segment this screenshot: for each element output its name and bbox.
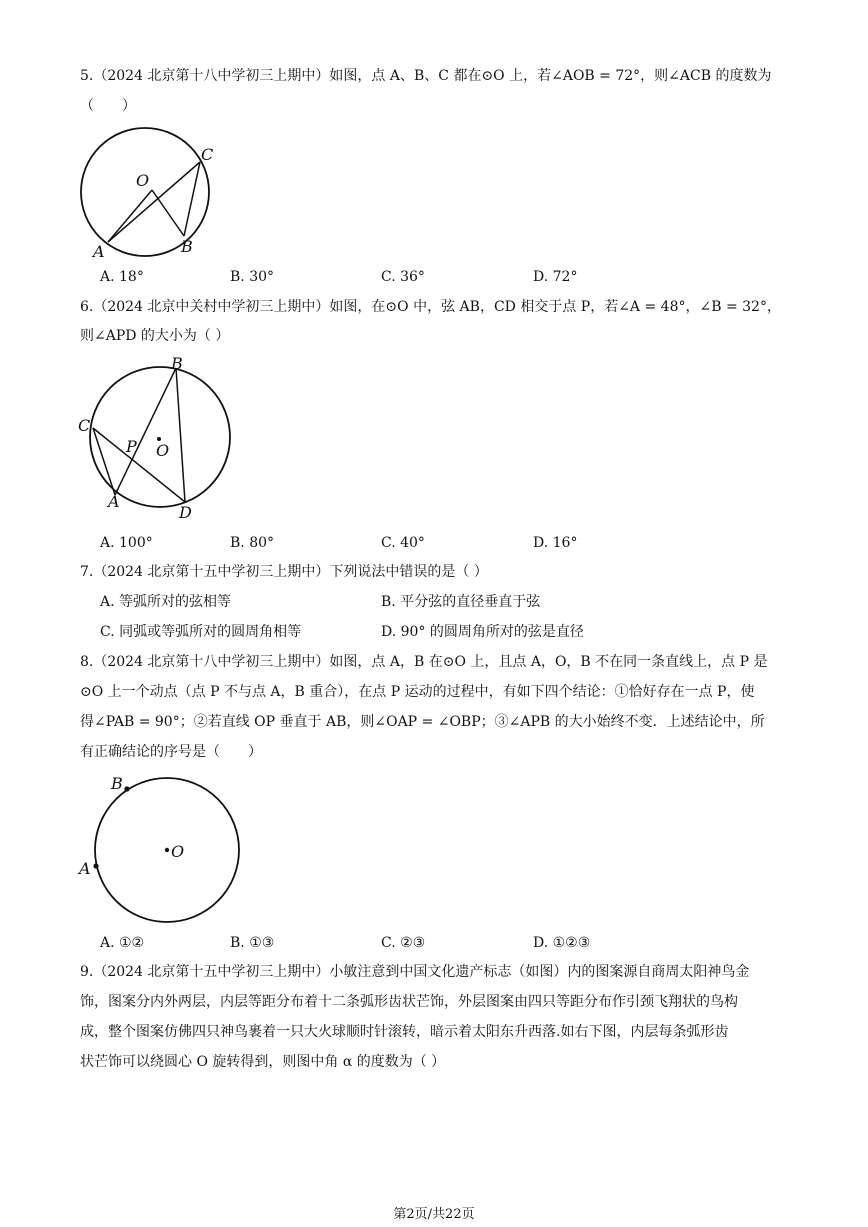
q6-option-c: C. 40° — [381, 535, 425, 551]
q6-chord-ca — [93, 428, 115, 495]
q5-option-d: D. 72° — [533, 269, 578, 285]
q6-label-b: B — [171, 354, 183, 373]
q9-stem-line3: 成，整个图案仿佛四只神鸟裹着一只大火球顺时针滚转，暗示着太阳东升西落.如右下图，内层每条弧形齿 — [80, 1024, 729, 1040]
q8-label-a: A — [79, 859, 91, 878]
q5-option-b: B. 30° — [230, 269, 275, 285]
q6-stem-line2: 则∠APD 的大小为（ ） — [80, 328, 230, 344]
q8-point-a — [93, 863, 98, 868]
q5-stem-line2: （ ） — [80, 98, 136, 114]
q6-stem-line1: 6.（2024 北京中关村中学初三上期中）如图，在⊙O 中，弦 AB，CD 相交于点 P，若∠A = 48°，∠B = 32°， — [80, 299, 781, 315]
q9-stem-line1: 9.（2024 北京第十五中学初三上期中）小敏注意到中国文化遗产标志（如图）内的图案源自商周太阳神鸟金 — [80, 964, 750, 980]
q5-option-a: A. 18° — [100, 269, 144, 285]
q7-option-c: C. 同弧或等弧所对的圆周角相等 — [100, 624, 302, 640]
q5-figure — [75, 125, 225, 265]
q5-line-ob — [152, 190, 184, 236]
q5-option-c: C. 36° — [381, 269, 425, 285]
q9-stem-line2: 饰，图案分内外两层，内层等距分布着十二条弧形齿状芒饰，外层图案由四只等距分布作引颈飞翔状的鸟构 — [80, 994, 738, 1010]
q8-option-c: C. ②③ — [381, 935, 426, 951]
q8-figure — [75, 770, 245, 930]
q6-chord-bd — [176, 368, 185, 502]
q6-figure — [75, 355, 240, 525]
q5-stem-line1: 5.（2024 北京第十八中学初三上期中）如图，点 A、B、C 都在⊙O 上，若∠AOB = 72°，则∠ACB 的度数为 — [80, 68, 772, 84]
q8-label-b: B — [111, 774, 123, 793]
q5-label-b: B — [181, 237, 193, 256]
q8-option-b: B. ①③ — [230, 935, 275, 951]
q7-option-a: A. 等弧所对的弦相等 — [100, 594, 232, 610]
q6-label-c: C — [78, 416, 91, 435]
q8-point-o — [165, 848, 169, 852]
q9-stem-line4: 状芒饰可以绕圆心 O 旋转得到，则图中角 α 的度数为（ ） — [80, 1054, 446, 1070]
q7-option-b: B. 平分弦的直径垂直于弦 — [381, 594, 541, 610]
q5-label-c: C — [201, 145, 214, 164]
q8-point-b — [124, 786, 129, 791]
q6-circle — [90, 367, 230, 507]
q6-label-a: A — [108, 492, 120, 511]
q6-option-a: A. 100° — [100, 535, 153, 551]
q6-label-d: D — [179, 503, 192, 522]
q6-label-p: P — [126, 437, 137, 456]
q8-stem-line2: ⊙O 上一个动点（点 P 不与点 A，B 重合），在点 P 运动的过程中，有如下四个结论：①恰好存在一点 P，使 — [80, 684, 755, 700]
q8-stem-line4: 有正确结论的序号是（ ） — [80, 744, 262, 760]
page-number: 第2页/共22页 — [393, 1207, 475, 1222]
q8-option-a: A. ①② — [100, 935, 145, 951]
q5-line-ac — [108, 162, 200, 242]
q6-chord-cd — [93, 428, 185, 502]
q7-stem-line1: 7.（2024 北京第十五中学初三上期中）下列说法中错误的是（ ） — [80, 564, 488, 580]
q8-stem-line3: 得∠PAB = 90°；②若直线 OP 垂直于 AB，则∠OAP = ∠OBP；③∠APB 的大小始终不变．上述结论中，所 — [80, 714, 765, 730]
q8-label-o: O — [171, 842, 185, 861]
q5-line-oa — [108, 190, 152, 242]
q5-label-o: O — [136, 171, 150, 190]
q6-chord-ab — [115, 368, 176, 495]
q6-label-o: O — [156, 441, 170, 460]
q7-option-d: D. 90° 的圆周角所对的弦是直径 — [381, 624, 584, 640]
q6-option-d: D. 16° — [533, 535, 578, 551]
q8-option-d: D. ①②③ — [533, 935, 591, 951]
q8-stem-line1: 8.（2024 北京第十八中学初三上期中）如图，点 A，B 在⊙O 上，且点 A，O，B 不在同一条直线上，点 P 是 — [80, 654, 768, 670]
q5-label-a: A — [93, 242, 105, 261]
q6-option-b: B. 80° — [230, 535, 275, 551]
